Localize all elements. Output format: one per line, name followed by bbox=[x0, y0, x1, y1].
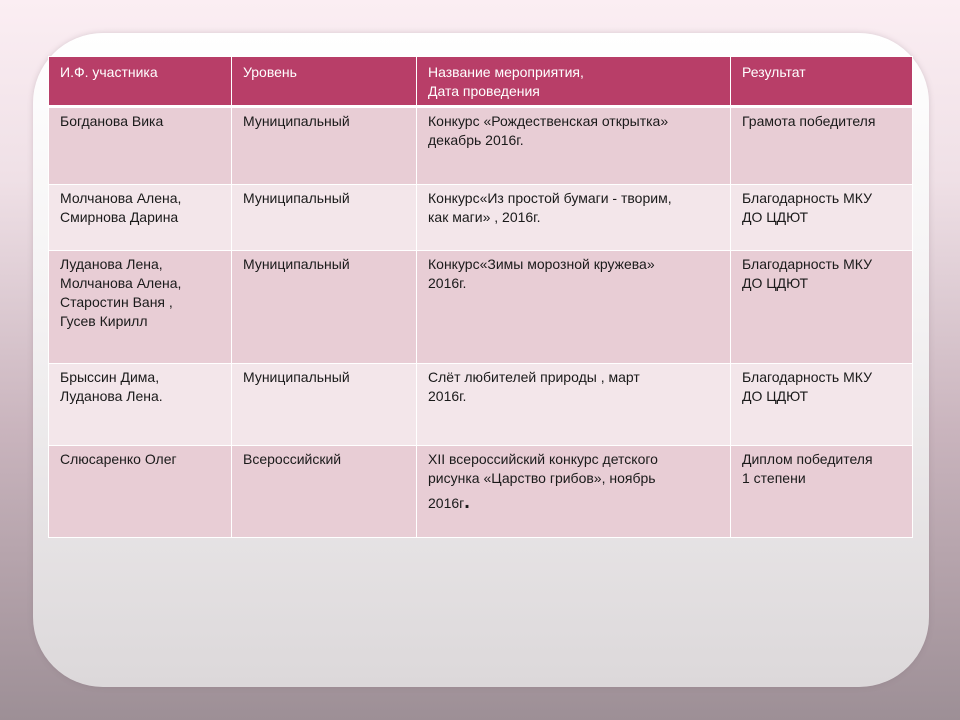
event-text: как маги» , 2016г. bbox=[428, 209, 541, 225]
participant-name: Молчанова Алена, bbox=[60, 190, 182, 206]
participant-name: Луданова Лена. bbox=[60, 388, 163, 404]
participant-name: Старостин Ваня , bbox=[60, 294, 173, 310]
participant-name: Молчанова Алена, bbox=[60, 275, 182, 291]
event-text: 2016г. bbox=[428, 388, 467, 404]
participant-name: Богданова Вика bbox=[60, 113, 164, 129]
header-result bbox=[731, 57, 913, 107]
participant-cell bbox=[49, 364, 232, 446]
level-cell bbox=[232, 446, 417, 538]
result-text: Благодарность МКУ bbox=[742, 256, 872, 272]
result-cell bbox=[731, 446, 913, 538]
event-year: 2016г bbox=[428, 495, 465, 511]
participant-name: Брыссин Дима, bbox=[60, 369, 160, 385]
table-row bbox=[49, 446, 913, 538]
event-cell bbox=[417, 185, 731, 251]
header-participant-text: И.Ф. участника bbox=[60, 64, 158, 80]
event-cell bbox=[417, 364, 731, 446]
event-cell bbox=[417, 107, 731, 185]
table-row bbox=[49, 107, 913, 185]
result-cell bbox=[731, 107, 913, 185]
result-cell bbox=[731, 251, 913, 364]
header-result-text: Результат bbox=[742, 64, 806, 80]
participant-name: Смирнова Дарина bbox=[60, 209, 179, 225]
participant-cell bbox=[49, 185, 232, 251]
header-participant bbox=[49, 57, 232, 107]
event-text: Конкурс«Из простой бумаги - творим, bbox=[428, 190, 672, 206]
header-level bbox=[232, 57, 417, 107]
header-event-text: Название мероприятия, bbox=[428, 64, 584, 80]
participant-cell bbox=[49, 251, 232, 364]
level-cell bbox=[232, 185, 417, 251]
event-period: . bbox=[464, 491, 470, 513]
event-text: Слёт любителей природы , март bbox=[428, 369, 640, 385]
event-text: Конкурс«Зимы морозной кружева» bbox=[428, 256, 655, 272]
result-cell bbox=[731, 364, 913, 446]
level-cell bbox=[232, 251, 417, 364]
header-event-text: Дата проведения bbox=[428, 83, 540, 99]
participant-name: Гусев Кирилл bbox=[60, 313, 148, 329]
level-text: Муниципальный bbox=[243, 256, 350, 272]
table-header-row bbox=[49, 57, 913, 107]
level-text: Муниципальный bbox=[243, 113, 350, 129]
header-event bbox=[417, 57, 731, 107]
result-text: Благодарность МКУ bbox=[742, 369, 872, 385]
event-cell bbox=[417, 446, 731, 538]
table-row bbox=[49, 185, 913, 251]
result-text: Диплом победителя bbox=[742, 451, 873, 467]
results-table bbox=[48, 56, 913, 538]
event-text: декабрь 2016г. bbox=[428, 132, 524, 148]
event-text: 2016г. bbox=[428, 275, 467, 291]
result-text: ДО ЦДЮТ bbox=[742, 209, 809, 225]
event-text: Конкурс «Рождественская открытка» bbox=[428, 113, 669, 129]
result-text: 1 степени bbox=[742, 470, 806, 486]
result-text: ДО ЦДЮТ bbox=[742, 275, 809, 291]
table-row bbox=[49, 251, 913, 364]
result-text: Грамота победителя bbox=[742, 113, 876, 129]
event-text: XII всероссийский конкурс детского bbox=[428, 451, 658, 467]
participant-cell bbox=[49, 446, 232, 538]
event-text-year bbox=[428, 491, 720, 513]
participant-name: Слюсаренко Олег bbox=[60, 451, 177, 467]
result-text: Благодарность МКУ bbox=[742, 190, 872, 206]
event-cell bbox=[417, 251, 731, 364]
level-cell bbox=[232, 364, 417, 446]
level-text: Муниципальный bbox=[243, 369, 350, 385]
header-level-text: Уровень bbox=[243, 64, 297, 80]
result-text: ДО ЦДЮТ bbox=[742, 388, 809, 404]
result-cell bbox=[731, 185, 913, 251]
level-cell bbox=[232, 107, 417, 185]
level-text: Всероссийский bbox=[243, 451, 342, 467]
level-text: Муниципальный bbox=[243, 190, 350, 206]
table-row bbox=[49, 364, 913, 446]
participant-name: Луданова Лена, bbox=[60, 256, 163, 272]
participant-cell bbox=[49, 107, 232, 185]
event-text: рисунка «Царство грибов», ноябрь bbox=[428, 470, 656, 486]
